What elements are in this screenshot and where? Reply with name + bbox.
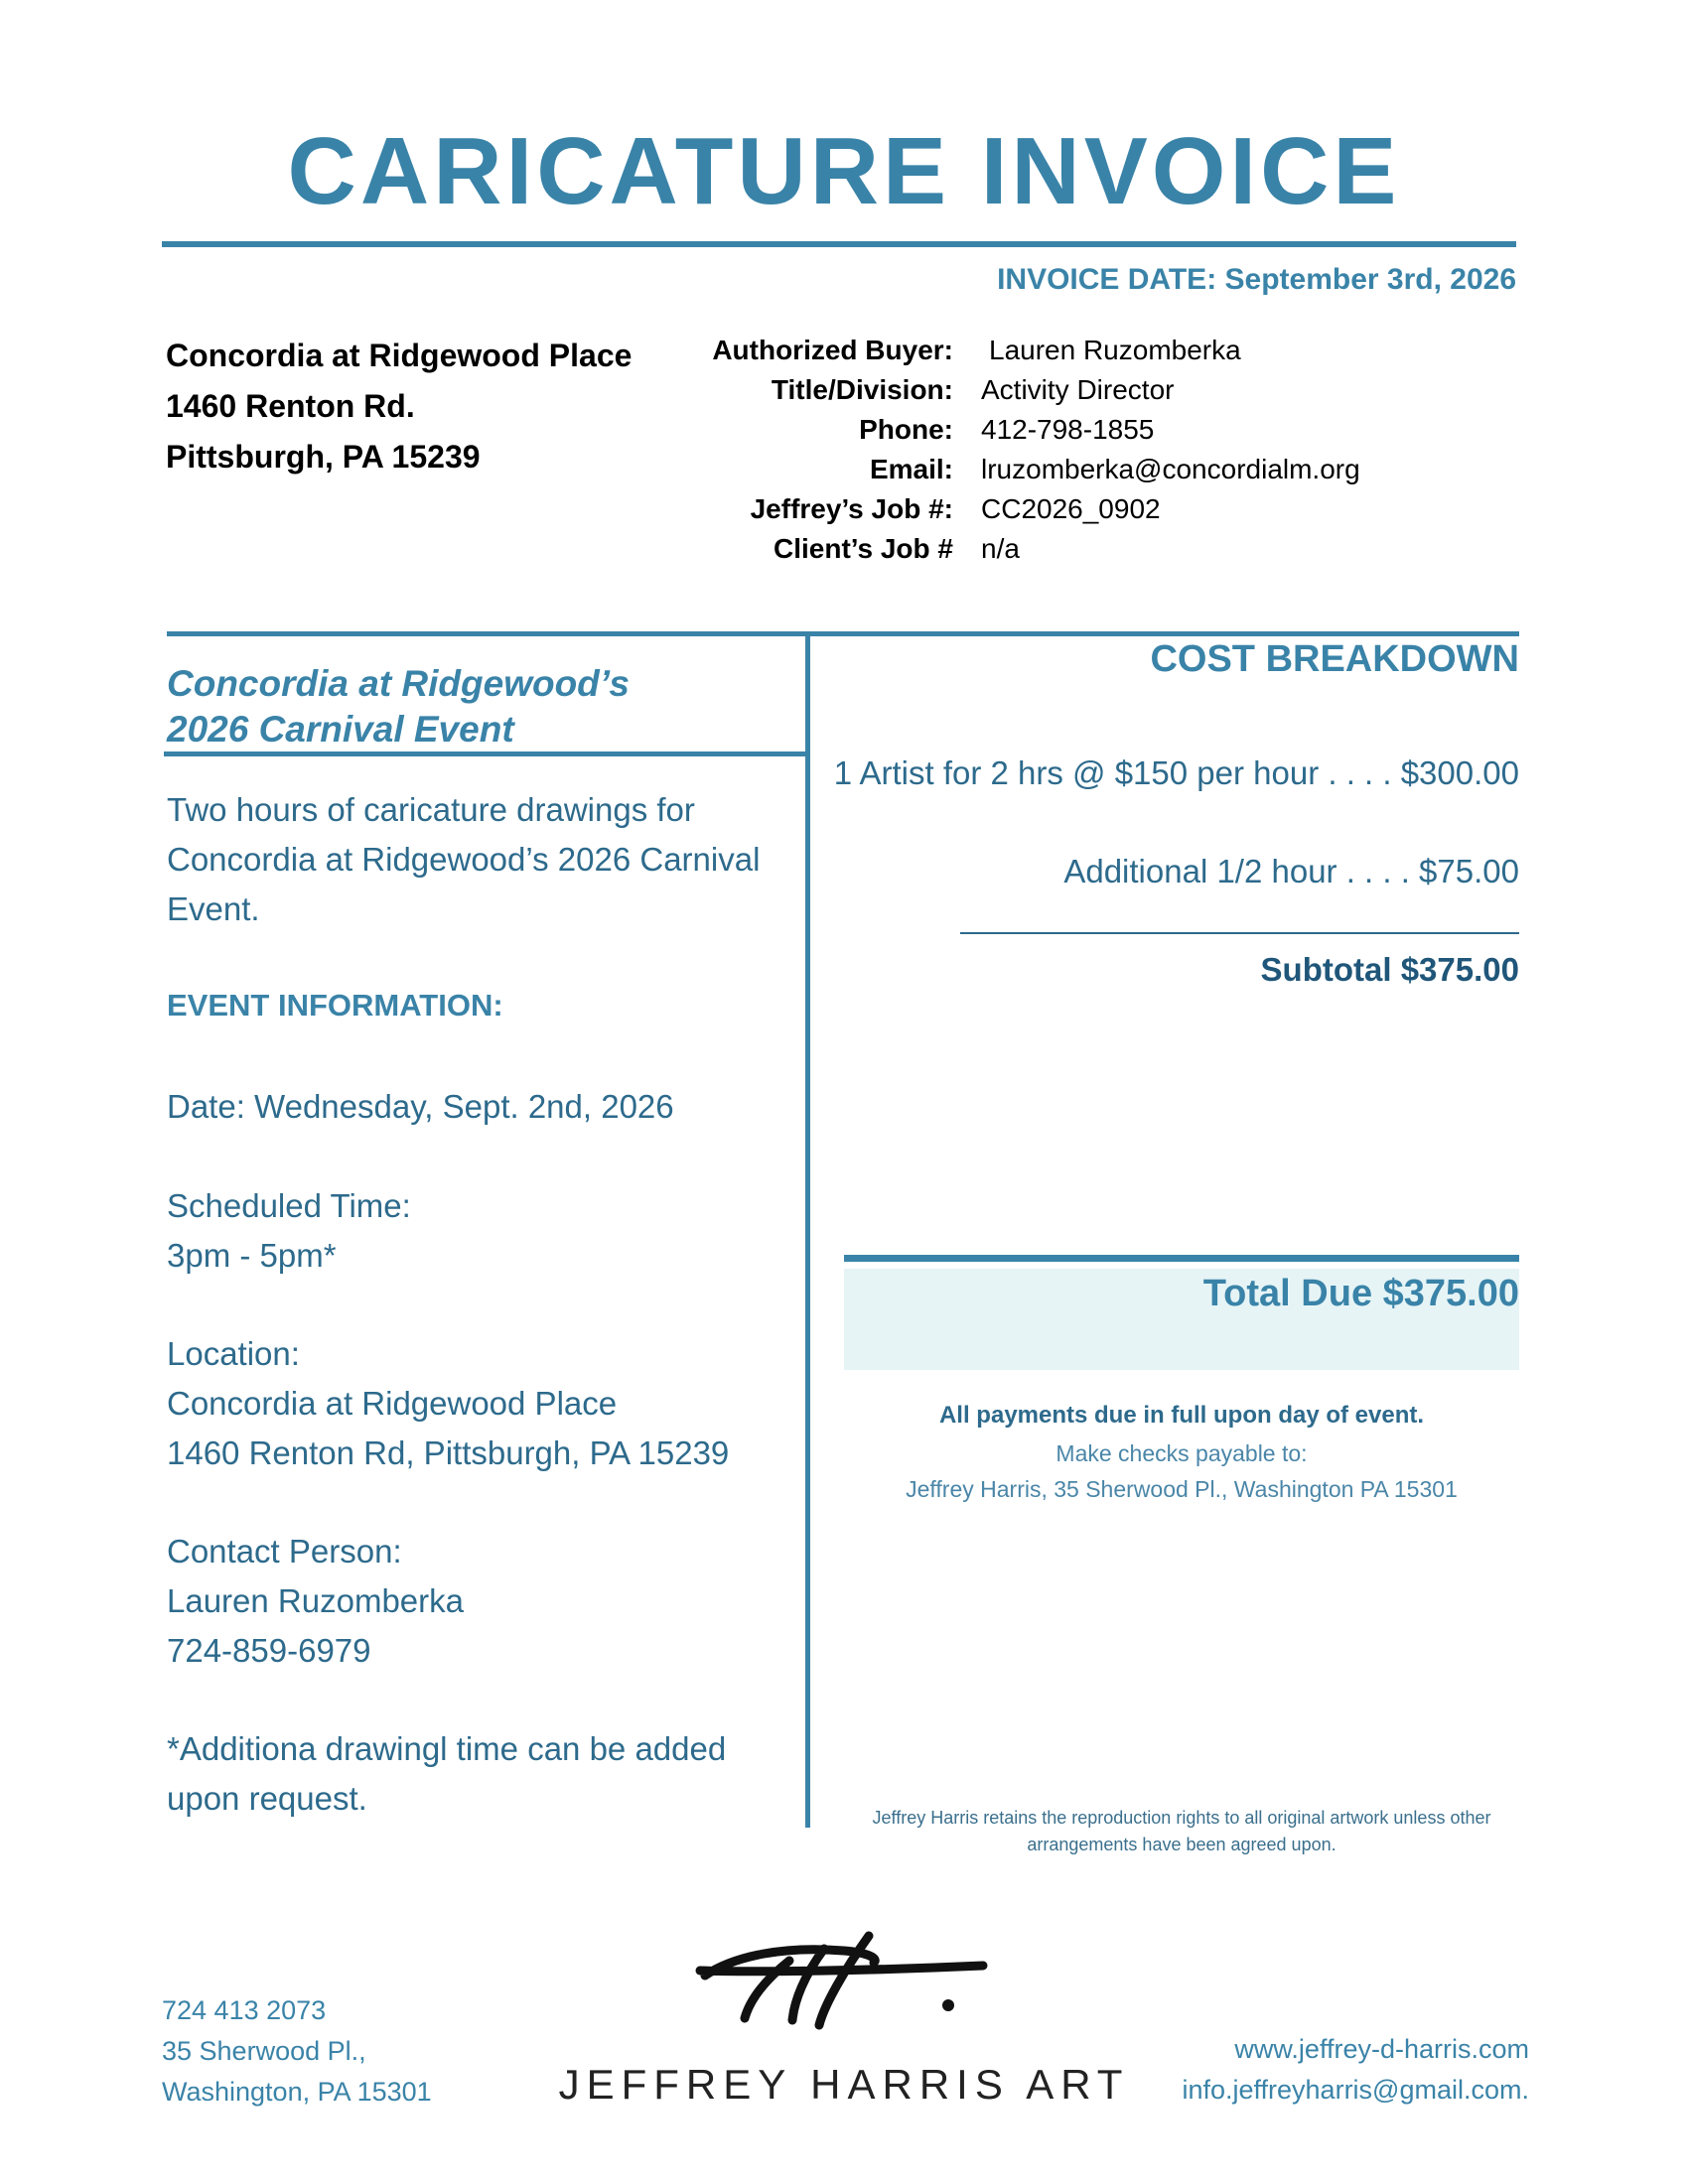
buyer-info-labels [596,331,953,569]
cost-line-additional: Additional 1/2 hour . . . . $75.00 [1063,853,1519,889]
scheduled-time [167,1181,411,1281]
rights-notice [844,1805,1519,1858]
note-line1: *Additiona drawingl time can be added [167,1730,727,1767]
location-label: Location: [167,1335,300,1372]
jh-logo-icon [695,1921,993,2035]
additional-time-note [167,1724,726,1824]
footer-website-link[interactable]: www.jeffrey-d-harris.com [1234,2034,1529,2064]
invoice-date: INVOICE DATE: September 3rd, 2026 [997,263,1516,296]
subtotal: Subtotal $375.00 [1260,951,1519,988]
buyer-info-values [981,331,1360,569]
contact-person [167,1527,464,1676]
client-job-value: n/a [981,533,1020,564]
checks-label: Make checks payable to: [1055,1440,1308,1466]
invoice-title: CARICATURE INVOICE [287,118,1401,224]
event-heading [167,661,630,752]
cost-line-artist: 1 Artist for 2 hrs @ $150 per hour . . . . $300.00 [833,754,1519,791]
footer-street: 35 Sherwood Pl., [162,2036,366,2066]
cost-underline [960,932,1519,934]
footer-phone: 724 413 2073 [162,1995,327,2025]
total-due: Total Due $375.00 [1202,1273,1519,1314]
rights-line2: arrangements have been agreed upon. [1027,1835,1336,1854]
event-heading-line1: Concordia at Ridgewood’s [167,663,630,704]
event-location [167,1329,729,1478]
section-divider-left [167,631,807,636]
event-info-label: EVENT INFORMATION: [167,988,503,1023]
jeffrey-job-label: Jeffrey’s Job #: [750,493,953,524]
phone-label: Phone: [859,414,953,445]
client-street: 1460 Renton Rd. [166,388,415,424]
phone-value: 412-798-1855 [981,414,1155,445]
jeffrey-job-value: CC2026_0902 [981,493,1161,524]
column-divider [805,631,810,1828]
buyer-value: Lauren Ruzomberka [989,335,1241,365]
time-label: Scheduled Time: [167,1187,411,1224]
footer-city: Washington, PA 15301 [162,2077,432,2107]
client-name: Concordia at Ridgewood Place [166,338,633,373]
title-division-label: Title/Division: [771,374,953,405]
event-description: Two hours of caricature drawings for Concordia at Ridgewood’s 2026 Carnival Event. [167,791,761,927]
payment-due-note: All payments due in full upon day of event. [938,1402,1425,1429]
contact-label: Contact Person: [167,1533,402,1570]
email-label: Email: [869,454,953,484]
total-divider [844,1255,1519,1262]
payment-terms [844,1396,1519,1507]
location-address: 1460 Renton Rd, Pittsburgh, PA 15239 [167,1434,730,1471]
title-division-value: Activity Director [981,374,1175,405]
brand-wordmark: JEFFREY HARRIS ART [558,2061,1130,2108]
contact-name: Lauren Ruzomberka [167,1582,464,1619]
footer-web [1182,2029,1529,2111]
rights-line1: Jeffrey Harris retains the reproduction rights to all original artwork unless other [872,1808,1491,1828]
time-value: 3pm - 5pm* [167,1237,337,1274]
footer-contact [162,1990,432,2113]
footer-email-link[interactable]: info.jeffreyharris@gmail.com. [1182,2075,1529,2105]
email-value: lruzomberka@concordialm.org [981,454,1360,484]
contact-phone: 724-859-6979 [167,1632,371,1669]
event-heading-divider [164,751,807,756]
event-date: Date: Wednesday, Sept. 2nd, 2026 [167,1088,674,1125]
location-name: Concordia at Ridgewood Place [167,1385,618,1422]
client-address [166,331,632,482]
client-job-label: Client’s Job # [773,533,953,564]
note-line2: upon request. [167,1780,367,1817]
event-heading-line2: 2026 Carnival Event [167,709,514,750]
section-divider-right [807,631,1519,636]
buyer-label: Authorized Buyer: [712,335,953,365]
checks-address: Jeffrey Harris, 35 Sherwood Pl., Washington PA 15301 [906,1476,1458,1502]
cost-breakdown-heading: COST BREAKDOWN [1150,638,1519,680]
title-divider [162,241,1516,247]
client-city: Pittsburgh, PA 15239 [166,439,481,475]
